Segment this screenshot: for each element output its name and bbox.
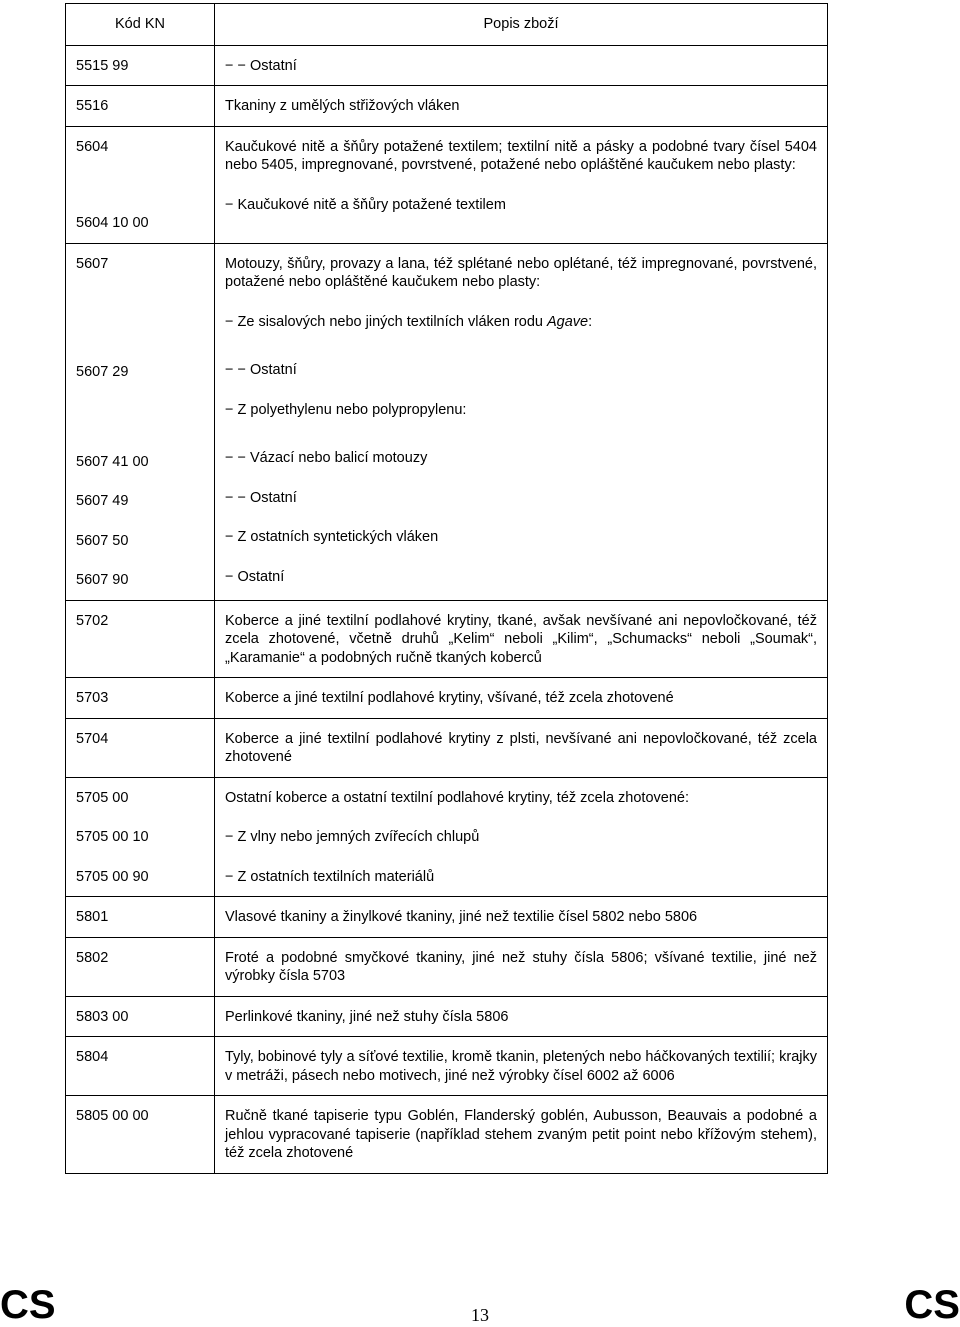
- code-cell: [66, 45, 215, 86]
- description: − Z ostatních syntetických vláken: [225, 529, 439, 545]
- table-header-row: [66, 4, 828, 46]
- table-row: [66, 243, 828, 600]
- description-cell: [215, 1037, 828, 1096]
- code: 5705 00 90: [76, 868, 149, 885]
- code-cell: [66, 996, 215, 1037]
- description-cell: [215, 777, 828, 897]
- table-row: [66, 126, 828, 243]
- table-row: [66, 1096, 828, 1174]
- table-row: [66, 1037, 828, 1096]
- code-cell: [66, 243, 215, 600]
- code: 5801: [76, 909, 109, 925]
- code-cell: [66, 718, 215, 777]
- description: − Ostatní: [225, 568, 285, 585]
- description: − − Ostatní: [225, 57, 297, 74]
- code: 5802: [76, 949, 109, 966]
- code-cell: [66, 678, 215, 719]
- code: 5607 41 00: [76, 453, 149, 470]
- code: 5804: [76, 1049, 109, 1065]
- description-cell: [215, 243, 828, 600]
- tariff-table: [65, 3, 828, 1174]
- description-cell: [215, 1096, 828, 1174]
- description: Ručně tkané tapiserie typu Goblén, Flanderský goblén, Aubusson, Beauvais a podobné a jehlou vypracované tapiserie (například stehem zvaným petit point nebo křížovým stehem), též zcela zhotovené: [225, 1108, 817, 1161]
- description: Motouzy, šňůry, provazy a lana, též splétané nebo oplétané, též impregnované, povrstvené, potažené nebo opláštěné kaučukem nebo plasty:: [225, 255, 817, 290]
- description-cell: [215, 996, 828, 1037]
- description: − Z ostatních textilních materiálů: [225, 868, 435, 885]
- code-cell: [66, 600, 215, 678]
- code: 5705 00 10: [76, 829, 149, 845]
- description: Perlinkové tkaniny, jiné než stuhy čísla 5806: [225, 1008, 509, 1025]
- code-cell: [66, 937, 215, 996]
- table-row: [66, 996, 828, 1037]
- description: [225, 313, 817, 332]
- description-cell: [215, 678, 828, 719]
- table-row: [66, 45, 828, 86]
- code: 5607: [76, 255, 109, 272]
- code-cell: [66, 777, 215, 897]
- code: 5803 00: [76, 1008, 129, 1025]
- description: − − Ostatní: [225, 489, 297, 506]
- description: Tyly, bobinové tyly a síťové textilie, kromě tkanin, pletených nebo háčkovaných textilií; krajky v metráži, pásech nebo motivech, jiné než výrobky čísel 6002 až 6006: [225, 1049, 817, 1084]
- code-cell: [66, 126, 215, 243]
- italic-term: Agave: [547, 313, 589, 330]
- header-description: Popis zboží: [215, 4, 828, 46]
- code-cell: [66, 897, 215, 938]
- description-cell: [215, 897, 828, 938]
- code-cell: [66, 86, 215, 127]
- description: − Z polyethylenu nebo polypropylenu:: [225, 401, 467, 418]
- description: − Kaučukové nitě a šňůry potažené textilem: [225, 196, 506, 213]
- description-text: − Ze sisalových nebo jiných textilních vláken rodu: [225, 313, 547, 330]
- code-cell: [66, 1037, 215, 1096]
- tariff-table-container: [65, 3, 827, 1174]
- description-cell: [215, 600, 828, 678]
- description: Kaučukové nitě a šňůry potažené textilem; textilní nitě a pásky a podobné tvary čísel 5404 nebo 5405, impregnované, povrstvené, potažené nebo opláštěné kaučukem nebo plasty:: [225, 138, 817, 173]
- description-cell: [215, 45, 828, 86]
- code: 5516: [76, 98, 109, 114]
- description: − − Vázací nebo balicí motouzy: [225, 450, 428, 466]
- header-code: Kód KN: [66, 4, 215, 46]
- description: − − Ostatní: [225, 362, 297, 378]
- table-row: [66, 897, 828, 938]
- table-row: [66, 600, 828, 678]
- table-row: [66, 718, 828, 777]
- code: 5607 29: [76, 364, 129, 380]
- table-row: [66, 777, 828, 897]
- code-cell: [66, 1096, 215, 1174]
- code: 5604 10 00: [76, 215, 149, 231]
- code: 5607 50: [76, 532, 129, 549]
- code: 5607 90: [76, 572, 129, 588]
- description: Koberce a jiné textilní podlahové krytiny, tkané, avšak nevšívané ani nepovločkované, též zcela zhotovené, včetně druhů „Kelim“ neboli „Kilim“, „Schumacks“ neboli „Soumak“, „Karamanie“ a podobných ručně tkaných koberců: [225, 612, 817, 666]
- code: 5703: [76, 690, 109, 706]
- description-punct: :: [588, 313, 593, 330]
- code: 5805 00 00: [76, 1108, 149, 1124]
- description-cell: [215, 718, 828, 777]
- code: 5704: [76, 730, 109, 747]
- description: Koberce a jiné textilní podlahové krytiny z plsti, nevšívané ani nepovločkované, též zcela zhotovené: [225, 730, 817, 765]
- description: Vlasové tkaniny a žinylkové tkaniny, jiné než textilie čísel 5802 nebo 5806: [225, 909, 698, 925]
- description: Ostatní koberce a ostatní textilní podlahové krytiny, též zcela zhotovené:: [225, 789, 689, 806]
- description-cell: [215, 937, 828, 996]
- table-row: [66, 678, 828, 719]
- description: Tkaniny z umělých střižových vláken: [225, 98, 460, 114]
- description-cell: [215, 126, 828, 243]
- page-number: 13: [471, 1305, 489, 1325]
- footer-language-code-right: CS: [904, 1283, 960, 1327]
- code: 5604: [76, 138, 109, 155]
- code: 5705 00: [76, 789, 129, 806]
- code: 5702: [76, 612, 109, 629]
- description-cell: [215, 86, 828, 127]
- description: − Z vlny nebo jemných zvířecích chlupů: [225, 829, 480, 845]
- table-row: [66, 86, 828, 127]
- footer-language-code-left: CS: [0, 1283, 56, 1327]
- description: Froté a podobné smyčkové tkaniny, jiné než stuhy čísla 5806; všívané textilie, jiné než výrobky čísla 5703: [225, 949, 817, 984]
- table-row: [66, 937, 828, 996]
- code: 5515 99: [76, 57, 129, 74]
- code: 5607 49: [76, 493, 129, 509]
- description: Koberce a jiné textilní podlahové krytiny, všívané, též zcela zhotovené: [225, 690, 674, 706]
